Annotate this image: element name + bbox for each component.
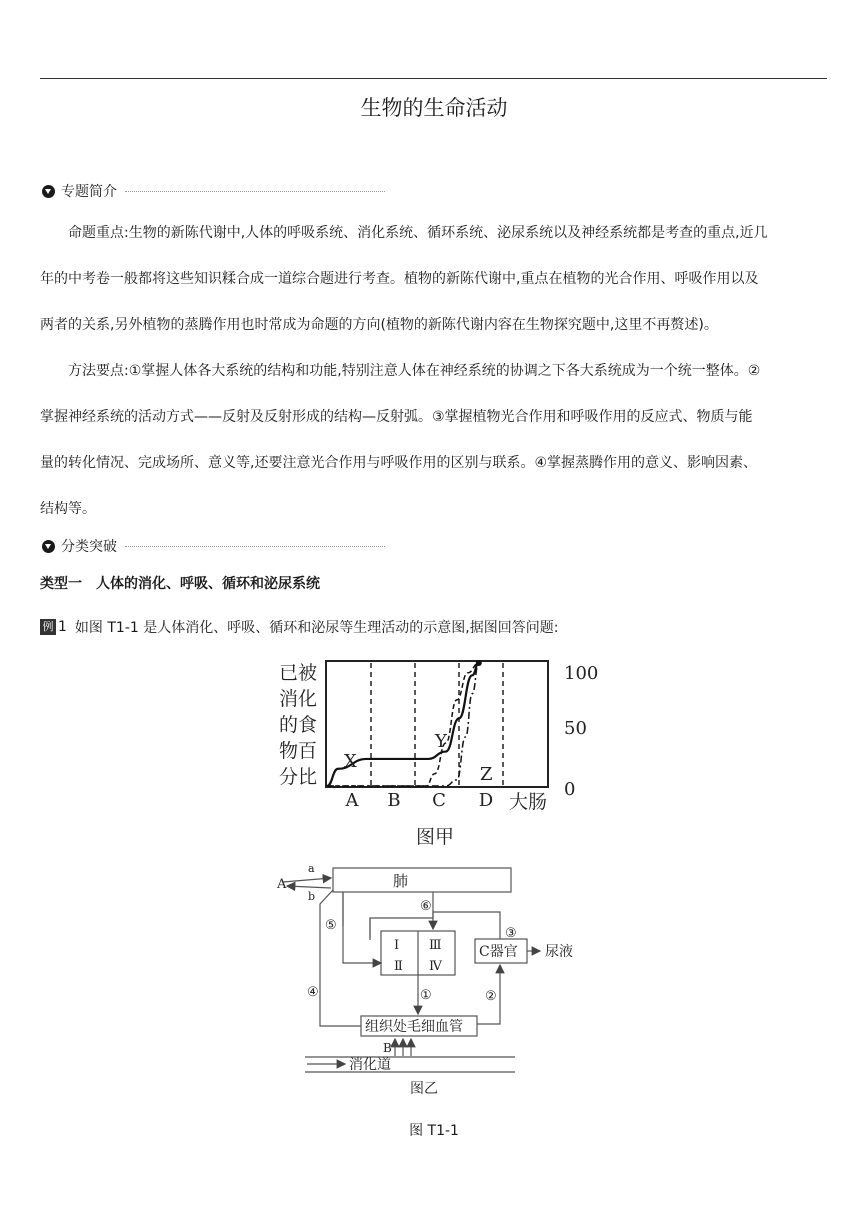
dotted-leader [125, 546, 385, 547]
label-a: a [308, 862, 315, 875]
figure-caption: 图 T1-1 [409, 1123, 459, 1139]
section-intro-heading [42, 181, 385, 201]
para-line: 两者的关系,另外植物的蒸腾作用也时常成为命题的方向(植物的新陈代谢内容在生物探究题中,这里不再赘述)。 [40, 317, 718, 333]
vessel-label-1: ① [420, 988, 432, 1003]
chamber-I: Ⅰ [394, 938, 400, 953]
chevron-down-circle-icon [42, 185, 55, 198]
chamber-IV: Ⅳ [429, 959, 442, 974]
example-badge-icon: 例 [40, 619, 56, 635]
x-tick-B: B [387, 790, 401, 811]
curve-label-Y: Y [435, 731, 447, 752]
section-intro-label: 专题简介 [61, 184, 117, 200]
para-line: 方法要点:①掌握人体各大系统的结构和功能,特别注意人体在神经系统的协调之下各大系统成为一个统一整体。② [68, 363, 761, 379]
gut-label: 消化道 [349, 1057, 391, 1073]
y-label-line: 分比 [278, 766, 318, 788]
y-axis-label [279, 662, 317, 788]
vessel-label-4: ④ [307, 985, 319, 1000]
para-line: 年的中考卷一般都将这些知识糅合成一道综合题进行考查。植物的新陈代谢中,重点在植物的光合作用、呼吸作用以及 [40, 271, 759, 287]
curve-label-Z: Z [480, 764, 493, 785]
top-rule [40, 78, 827, 79]
chamber-II: Ⅱ [394, 959, 403, 974]
para-line: 量的转化情况、完成场所、意义等,还要注意光合作用与呼吸作用的区别与联系。④掌握蒸腾作用的意义、影响因素、 [40, 455, 757, 471]
vessel-3 [433, 912, 500, 939]
lung-box [333, 868, 511, 892]
figure-jia-caption: 图甲 [415, 826, 455, 848]
vessel-label-5: ⑤ [325, 918, 337, 933]
vessel-label-3: ③ [505, 926, 517, 941]
arrow-b [287, 886, 331, 888]
label-B: B [383, 1041, 392, 1055]
y-label-line: 物百 [278, 740, 318, 762]
section-breakthrough-label: 分类突破 [61, 539, 117, 555]
figure-jia-chart [270, 655, 600, 855]
type-heading: 类型一 人体的消化、呼吸、循环和泌尿系统 [40, 576, 320, 592]
page-title: 生物的生命活动 [360, 96, 508, 120]
example-text: 如图 T1-1 是人体消化、呼吸、循环和泌尿等生理活动的示意图,据图回答问题: [74, 620, 559, 636]
capillary-label: 组织处毛细血管 [365, 1019, 463, 1035]
x-tick-C: C [432, 790, 446, 811]
x-tick-large-intestine: 大肠 [508, 791, 548, 813]
x-tick-D: D [478, 790, 494, 811]
y-label-line: 已被 [278, 662, 318, 684]
vessel-label-2: ② [485, 989, 497, 1004]
y-label-line: 消化 [278, 688, 318, 710]
dotted-leader [125, 191, 385, 192]
y-tick-100: 100 [564, 663, 599, 684]
arrow-a [283, 878, 331, 882]
urine-label: 尿液 [545, 944, 573, 960]
figure-yi-diagram [275, 860, 605, 1110]
paragraph-methods [40, 348, 830, 532]
example-question [40, 617, 558, 637]
y-tick-0: 0 [564, 779, 576, 800]
chamber-III: Ⅲ [429, 938, 442, 953]
para-line: 结构等。 [40, 501, 96, 517]
label-b: b [308, 890, 316, 903]
y-tick-50: 50 [564, 718, 587, 739]
paragraph-key-points [40, 210, 830, 348]
plot-frame [326, 661, 548, 787]
y-label-line: 的食 [278, 714, 318, 736]
curve-endpoint [476, 660, 482, 666]
figure-yi-caption: 图乙 [410, 1081, 438, 1097]
x-tick-A: A [345, 790, 359, 811]
label-A: A [277, 877, 287, 892]
lung-label: 肺 [393, 872, 409, 890]
para-line: 掌握神经系统的活动方式——反射及反射形成的结构—反射弧。③掌握植物光合作用和呼吸作用的反应式、物质与能 [40, 409, 753, 425]
example-number: 1 [58, 619, 67, 635]
curve-label-X: X [344, 751, 357, 772]
c-organ-label: C器官 [479, 944, 518, 960]
chevron-down-circle-icon [42, 540, 55, 553]
vessel-label-6: ⑥ [420, 899, 432, 914]
para-line: 命题重点:生物的新陈代谢中,人体的呼吸系统、消化系统、循环系统、泌尿系统以及神经系统都是考查的重点,近几 [68, 225, 768, 241]
section-breakthrough-heading [42, 536, 385, 556]
vessel-4 [320, 890, 361, 1026]
vessel-5 [343, 892, 381, 963]
